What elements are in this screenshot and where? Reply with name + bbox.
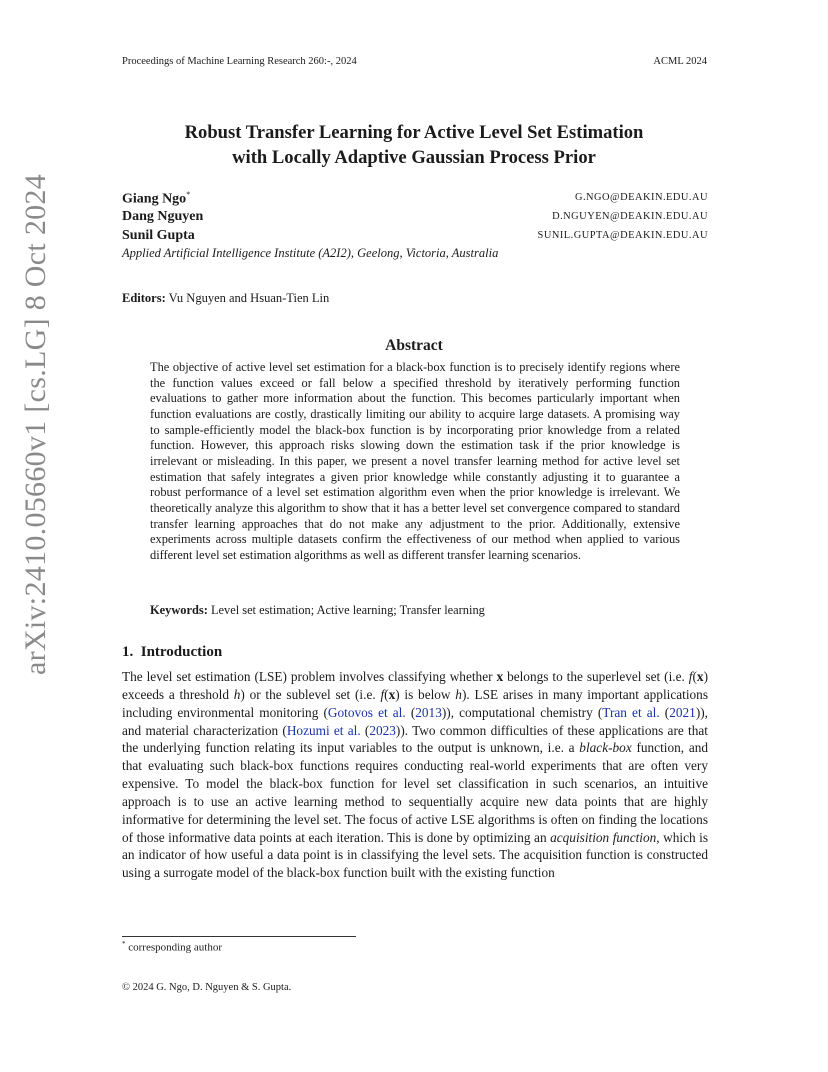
section-number: 1.: [122, 644, 134, 660]
introduction-paragraph: The level set estimation (LSE) problem involves classifying whether x belongs to the superlevel set (i.e. f(x) exceeds a threshold h) or the sublevel set (i.e. f(x) is below h). LSE arises in many important applications including environmental monitoring (Gotovos et al. (2013)), computational chemistry (Tran et al. (2021)), and material characterization (Hozumi et al. (2023)). Two common difficulties of these applications are that the underlying function relating its input variables to the output is unknown, i.e. a black-box function, and that evaluating such black-box functions requires conducting real-world experiments that are often very expensive. To model the black-box function for level set classification in such scenarios, an intuitive approach is to use an active learning method to sequentially acquire new data points that are highly informative for determining the level set. The focus of active LSE algorithms is often on finding the locations of those informative data points at each iteration. This is done by optimizing an acquisition function, which is an indicator of how useful a data point is in classifying the level sets. The acquisition function is constructed using a surrogate model of the black-box function built with the existing function: [122, 669, 709, 881]
keywords-label: Keywords:: [150, 603, 208, 617]
citation-link[interactable]: 2023: [369, 722, 396, 738]
arxiv-identifier-stamp: arXiv:2410.05660v1 [cs.LG] 8 Oct 2024: [19, 173, 52, 675]
author-name: Dang Nguyen: [122, 209, 204, 224]
author-email[interactable]: D.NGUYEN@DEAKIN.EDU.AU: [552, 211, 708, 222]
running-header-right: ACML 2024: [653, 56, 707, 67]
citation-link[interactable]: 2021: [669, 704, 696, 720]
title-line-2: with Locally Adaptive Gaussian Process Prior: [232, 146, 596, 168]
paper-title: [0, 121, 828, 170]
author-email[interactable]: G.NGO@DEAKIN.EDU.AU: [574, 192, 708, 203]
running-header-left: Proceedings of Machine Learning Research 260:-, 2024: [122, 56, 357, 67]
author-email[interactable]: SUNIL.GUPTA@DEAKIN.EDU.AU: [537, 230, 708, 241]
citation-link[interactable]: Tran et al.: [602, 704, 660, 720]
citation-link[interactable]: 2013: [415, 704, 442, 720]
footnote-marker: *: [122, 940, 126, 948]
citation-link[interactable]: Hozumi et al.: [286, 722, 361, 738]
author-row: [122, 228, 708, 248]
author-row: [122, 209, 708, 229]
author-marker: *: [186, 190, 191, 199]
author-name: Sunil Gupta: [122, 228, 195, 243]
abstract-text: The objective of active level set estimation for a black-box function is to precisely identify regions where the function values exceed or fall below a specified threshold by iteratively performing function evaluations to gather more information about the function. This becomes particularly important when function evaluations are costly, drastically limiting our ability to acquire large datasets. A promising way to sample-efficiently model the black-box function is by incorporating prior knowledge from a related function. However, this approach risks slowing down the estimation task if the prior knowledge is irrelevant or misleading. In this paper, we present a novel transfer learning method for active level set estimation that safely integrates a given prior knowledge while constantly adjusting it to guarantee a robust performance of a level set estimation algorithm even when the prior knowledge is irrelevant. We theoretically analyze this algorithm to show that it has a better level set convergence compared to standard transfer learning approaches that do not make any adjustment to the prior. Additionally, extensive experiments across multiple datasets confirm the effectiveness of our method when applied to various different level set estimation algorithms as well as different transfer learning scenarios.: [150, 360, 680, 562]
copyright-line: © 2024 G. Ngo, D. Nguyen & S. Gupta.: [122, 982, 292, 993]
footnote: [122, 940, 222, 954]
affiliation: Applied Artificial Intelligence Institute (A2I2), Geelong, Victoria, Australia: [122, 246, 499, 260]
keywords-line: [150, 603, 485, 618]
editors-label: Editors:: [122, 291, 166, 305]
abstract-heading: Abstract: [385, 337, 443, 354]
section-title: Introduction: [140, 644, 223, 660]
citation-link[interactable]: Gotovos et al.: [327, 704, 406, 720]
editors-names: Vu Nguyen and Hsuan-Tien Lin: [168, 291, 330, 305]
keywords-text: Level set estimation; Active learning; Transfer learning: [210, 603, 485, 617]
editors-line: [122, 291, 329, 306]
author-row: [122, 190, 708, 210]
title-line-1: Robust Transfer Learning for Active Level Set Estimation: [184, 122, 644, 143]
author-name: Giang Ngo*: [122, 190, 191, 207]
section-heading: [122, 644, 222, 661]
footnote-rule: [122, 936, 356, 937]
footnote-text: corresponding author: [128, 941, 223, 954]
